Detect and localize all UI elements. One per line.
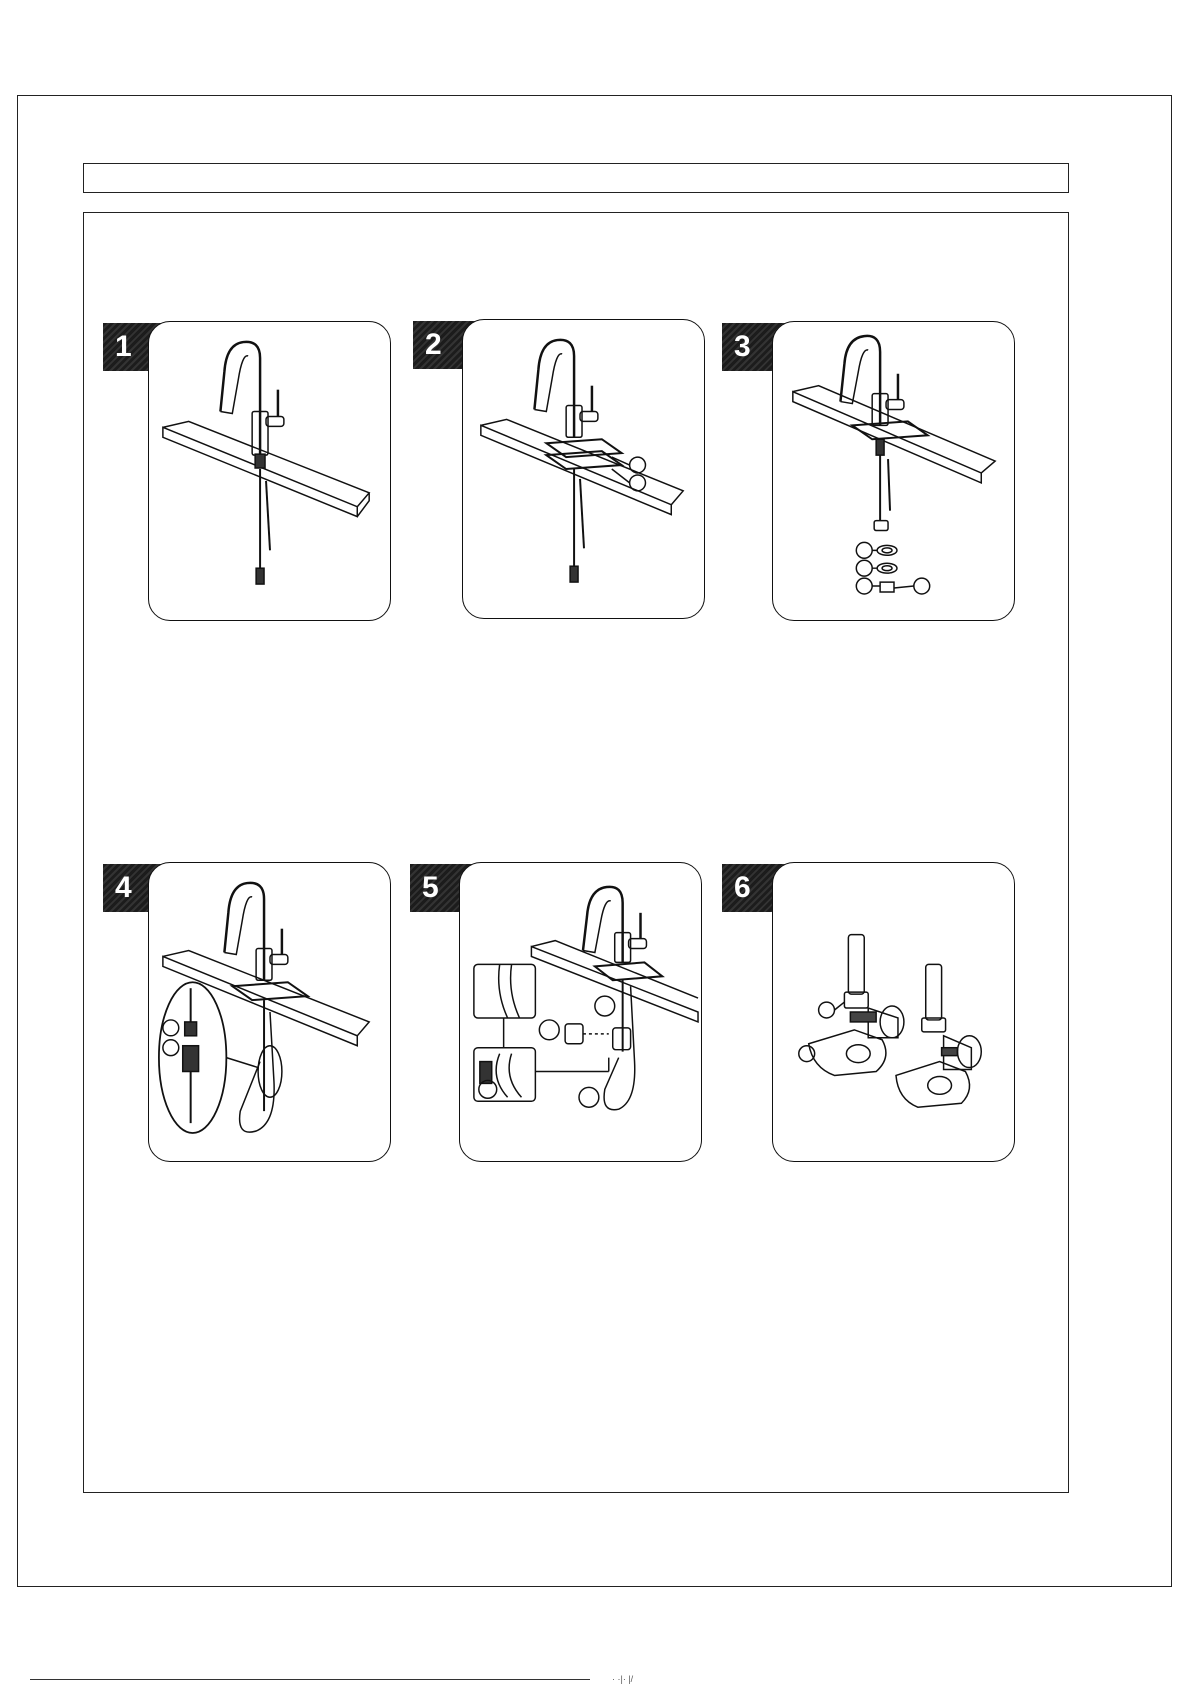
section-title-bar <box>83 163 1069 193</box>
step-2-number: 2 <box>425 328 442 361</box>
hose-weight-illustration <box>460 863 701 1161</box>
step-1-number: 1 <box>115 330 132 363</box>
step-3-number: 3 <box>734 330 751 363</box>
deck-plate-gasket-illustration <box>463 320 704 618</box>
faucet-on-deck-plate-illustration <box>149 322 390 620</box>
footer-rule <box>30 1679 590 1680</box>
supply-valve-illustration <box>773 863 1014 1161</box>
step-5-panel <box>459 862 702 1162</box>
step-4-number: 4 <box>115 871 132 904</box>
step-3-panel <box>772 321 1015 621</box>
step-6-panel <box>772 862 1015 1162</box>
footer-mark: · ·|· |/ <box>612 1674 634 1684</box>
step-6-number: 6 <box>734 871 751 904</box>
step-1-panel <box>148 321 391 621</box>
step-4-panel <box>148 862 391 1162</box>
mounting-hardware-illustration <box>773 322 1014 620</box>
step-2-panel <box>462 319 705 619</box>
hose-connection-illustration <box>149 863 390 1161</box>
step-5-number: 5 <box>422 871 439 904</box>
